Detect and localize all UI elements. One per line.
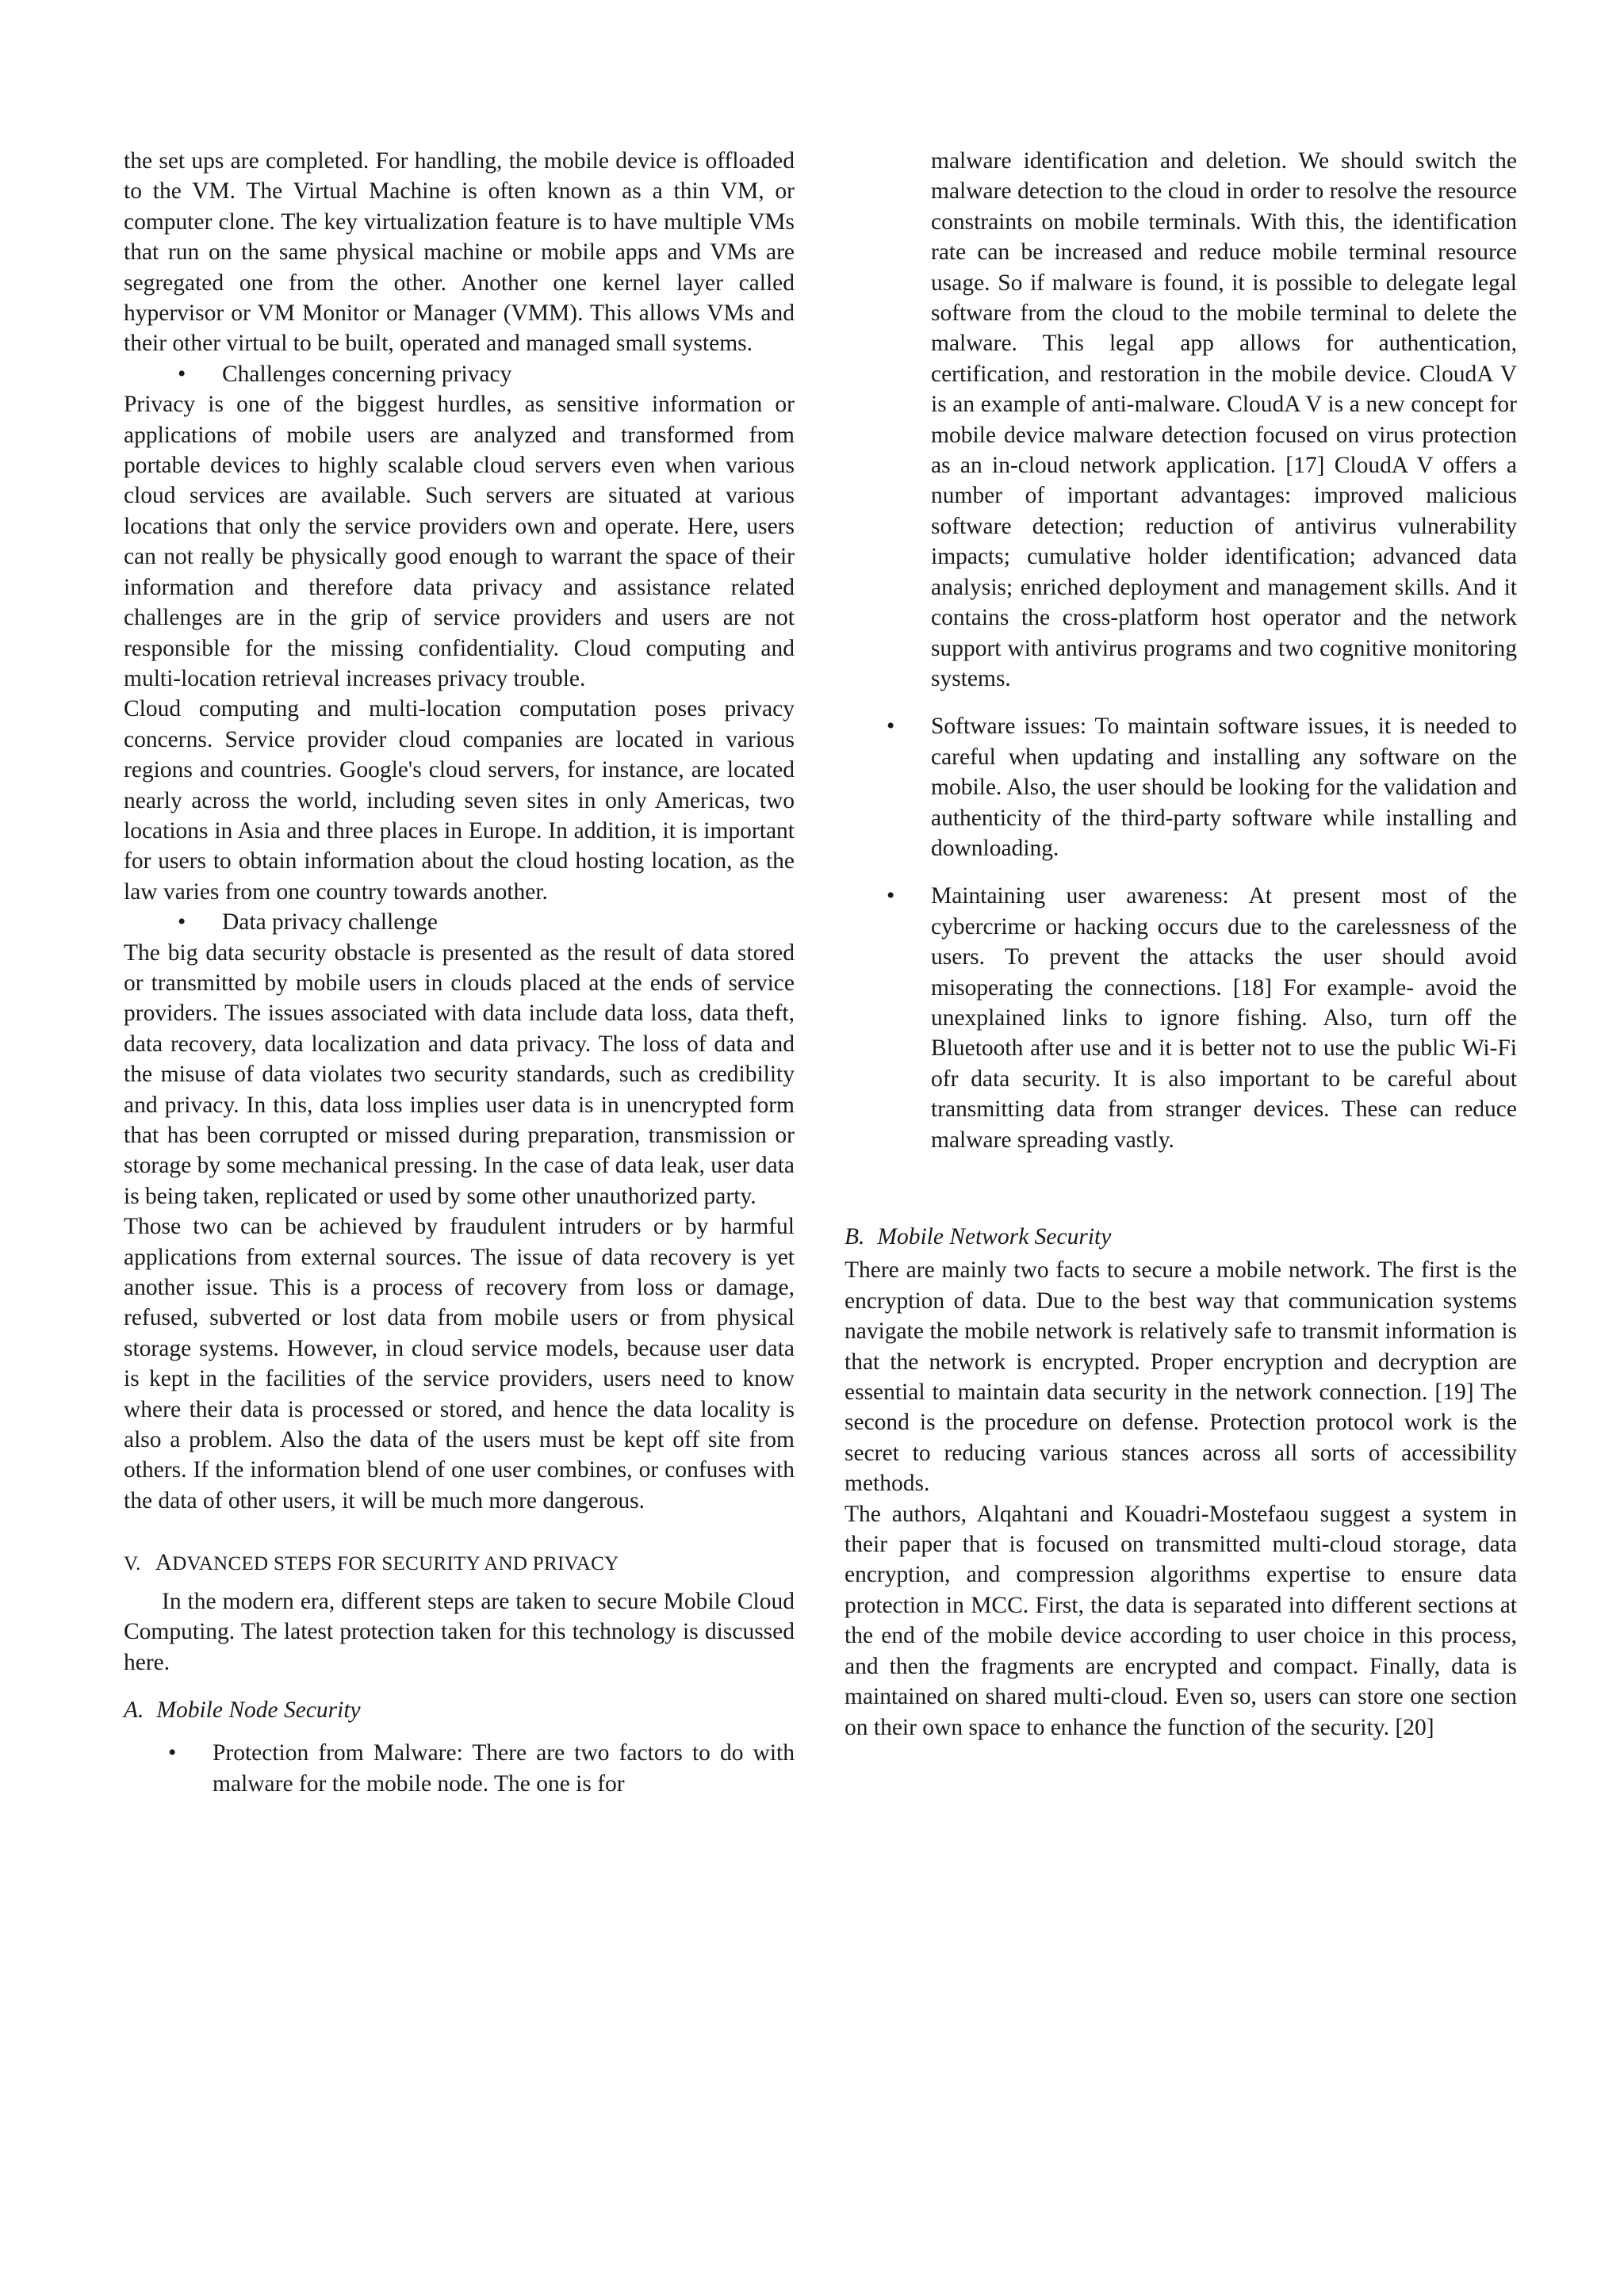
bullet-protection-malware: [124, 1738, 795, 1799]
paragraph-privacy-1: Privacy is one of the biggest hurdles, as sensitive information or applications of mobile users are analyzed and transformed from portable devices to highly scalable cloud servers even when various cloud services are available. Such servers are situated at various locations that only the service providers own and operate. Here, users can not really be physically good enough to warrant the space of their information and therefore data privacy and assistance related challenges are in the grip of service providers and users are not responsible for the missing confidentiality. Cloud computing and multi-location retrieval increases privacy trouble.: [124, 392, 795, 691]
paragraph-privacy-2: Cloud computing and multi-location computation poses privacy concerns. Service provider cloud companies are located in various regions and countries. Google's cloud servers, for instance, are located nearly across the world, including seven sites in only Americas, two locations in Asia and three places in Europe. In addition, it is important for users to obtain information about the cloud hosting location, as the law varies from one country towards another.: [124, 696, 795, 905]
paragraph-network-1: There are mainly two facts to secure a mobile network. The first is the encryption of data. Due to the best way that communication systems navigate the mobile network is relatively safe to transmit information is that the network is encrypted. Proper encryption and decryption are essential to maintain data security in the network connection. [19] The second is the procedure on defense. Protection protocol work is the secret to reducing various stances across all sorts of accessibility methods.: [845, 1257, 1517, 1497]
bullet-label: Data privacy challenge: [222, 909, 438, 936]
paragraph-data-1: The big data security obstacle is presented as the result of data stored or transmitted by mobile users in clouds placed at the ends of service providers. The issues associated with data include data loss, data theft, data recovery, data localization and data privacy. The loss of data and the misuse of data violates two security standards, such as credibility and privacy. In this, data loss implies user data is in unencrypted form that has been corrupted or missed during preparation, transmission or storage by some mechanical pressing. In the case of data leak, user data is being taken, replicated or used by some other unauthorized party.: [124, 939, 795, 1209]
subsection-title: Mobile Network Security: [877, 1224, 1112, 1249]
bullet-dot-icon: •: [887, 883, 895, 909]
right-column: [845, 146, 1517, 1743]
section-title-initial: A: [155, 1550, 173, 1576]
subsection-heading-b: [845, 1222, 1517, 1252]
bullet-dot-icon: •: [168, 1740, 177, 1766]
bullet-text: Protection from Malware: There are two factors to do with malware for the mobile node. The one is for: [213, 1740, 795, 1797]
bullet-dot-icon: •: [887, 714, 895, 740]
section-number: V.: [124, 1553, 141, 1575]
subsection-heading-a: [124, 1695, 795, 1725]
paragraph-vm: the set ups are completed. For handling, the mobile device is offloaded to the VM. The Virtual Machine is often known as a thin VM, or computer clone. The key virtualization feature is to have multiple VMs that run on the same physical machine or mobile apps and VMs are segregated one from the other. Another one kernel layer called hypervisor or VM Monitor or Manager (VMM). This allows VMs and their other virtual to be built, operated and managed small systems.: [124, 148, 795, 357]
subsection-letter: A.: [124, 1697, 144, 1723]
section-title: DVANCED STEPS FOR SECURITY AND PRIVACY: [172, 1553, 619, 1575]
bullet-data-privacy: [124, 907, 795, 937]
bullet-software-issues: [845, 711, 1517, 863]
bullet-user-awareness: [845, 881, 1517, 1155]
bullet-label: Challenges concerning privacy: [222, 361, 512, 387]
paragraph-malware-continued: malware identification and deletion. We should switch the malware detection to the cloud in order to resolve the resource constraints on mobile terminals. With this, the identification rate can be increased and reduce mobile terminal resource usage. So if malware is found, it is possible to delegate legal software from the cloud to the mobile terminal to delete the malware. This legal app allows for authentication, certification, and restoration in the mobile device. CloudA V is an example of anti-malware. CloudA V is a new concept for mobile device malware detection focused on virus protection as an in-cloud network application. [17] CloudA V offers a number of important advantages: improved malicious software detection; reduction of antivirus vulnerability impacts; cumulative holder identification; advanced data analysis; enriched deployment and management skills. And it contains the cross-platform host operator and the network support with antivirus programs and two cognitive monitoring systems.: [931, 148, 1517, 691]
paragraph-data-2: Those two can be achieved by fraudulent intruders or by harmful applications from external sources. The issue of data recovery is yet another issue. This is a process of recovery from loss or damage, refused, subverted or lost data from mobile users or from physical storage systems. However, in cloud service models, because user data is kept in the facilities of the service providers, users need to know where their data is processed or stored, and hence the data locality is also a problem. Also the data of the users must be kept off site from others. If the information blend of one user combines, or confuses with the data of other users, it will be much more dangerous.: [124, 1214, 795, 1513]
bullet-text: Software issues: To maintain software issues, it is needed to careful when updating and installing any software on the mobile. Also, the user should be looking for the validation and authenticity of the third-party software while installing and downloading.: [931, 714, 1517, 861]
paragraph-section-intro: In the modern era, different steps are taken to secure Mobile Cloud Computing. The latest protection taken for this technology is discussed here.: [124, 1588, 795, 1675]
bullet-list: [845, 711, 1517, 1155]
section-heading-v: [124, 1548, 795, 1579]
bullet-text: Maintaining user awareness: At present most of the cybercrime or hacking occurs due to the carelessness of the users. To prevent the attacks the user should avoid misoperating the connections. [18] For example- avoid the unexplained links to ignore fishing. Also, turn off the Bluetooth after use and it is better not to use the public Wi-Fi ofr data security. It is also important to be careful about transmitting data from stranger devices. These can reduce malware spreading vastly.: [931, 883, 1517, 1153]
subsection-letter: B.: [845, 1224, 865, 1249]
bullet-challenges-privacy: [124, 359, 795, 389]
bullet-dot-icon: •: [178, 361, 186, 387]
paragraph-network-2: The authors, Alqahtani and Kouadri-Mostefaou suggest a system in their paper that is focused on transmitted multi-cloud storage, data encryption, and compression algorithms expertise to ensure data protection in MCC. First, the data is separated into different sections at the end of the mobile device according to user choice in this process, and then the fragments are encrypted and compact. Finally, data is maintained on shared multi-cloud. Even so, users can store one section on their own space to enhance the function of the security. [20]: [845, 1501, 1517, 1740]
bullet-dot-icon: •: [178, 909, 186, 936]
subsection-title: Mobile Node Security: [156, 1697, 361, 1723]
left-column: [124, 146, 795, 1799]
